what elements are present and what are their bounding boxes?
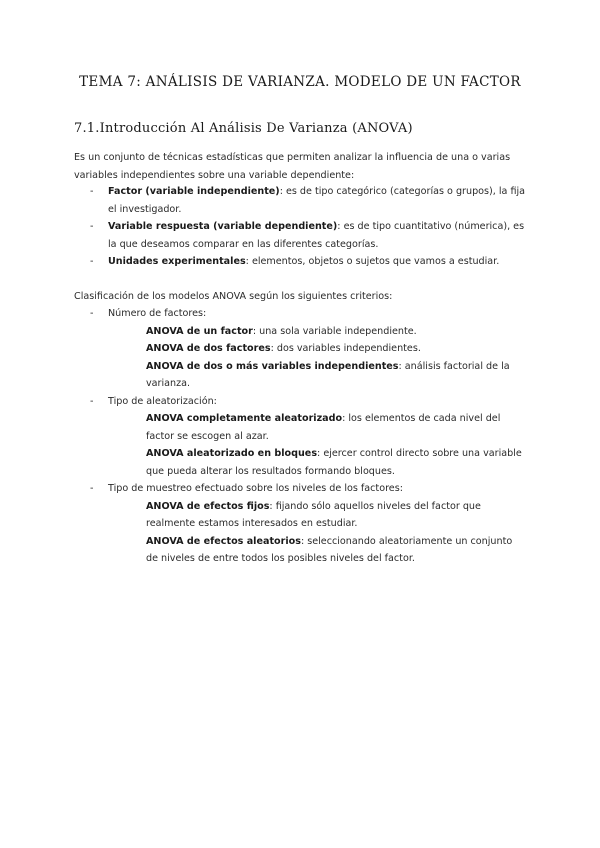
criterion-label: Número de factores:	[108, 308, 207, 319]
sub-item	[74, 410, 526, 445]
term-response-variable: Variable respuesta (variable dependiente)	[108, 221, 338, 232]
page-title: TEMA 7: ANÁLISIS DE VARIANZA. MODELO DE UN FACTOR	[79, 74, 521, 90]
term-experimental-units: Unidades experimentales	[108, 256, 246, 267]
criterion-label: Tipo de muestreo efectuado sobre los niveles de los factores:	[108, 483, 403, 494]
sub-item	[74, 358, 526, 393]
definition-text: : fijando sólo aquellos niveles del factor que realmente estamos interesados en estudiar.	[146, 500, 481, 529]
list-item	[74, 253, 526, 271]
definition-text: : es de tipo cuantitativo (númerica), es la que deseamos comparar en las diferentes categorías.	[108, 221, 525, 250]
bullet-dash: -	[90, 221, 94, 232]
intro-paragraph: Es un conjunto de técnicas estadísticas que permiten analizar la influencia de una o varias variables independientes sobre una variable dependiente:	[74, 152, 511, 181]
sub-item	[74, 340, 526, 358]
classification-intro: Clasificación de los modelos ANOVA según los siguientes criterios:	[74, 291, 393, 302]
term: ANOVA completamente aleatorizado	[146, 413, 343, 424]
sub-item	[74, 498, 526, 533]
term: ANOVA de dos factores	[146, 343, 271, 354]
term: ANOVA aleatorizado en bloques	[146, 448, 318, 459]
bullet-dash: -	[90, 256, 94, 267]
criterion-item	[74, 393, 526, 411]
definition-text: : análisis factorial de la varianza.	[146, 360, 510, 389]
term: ANOVA de un factor	[146, 325, 253, 337]
criterion-item	[74, 305, 526, 323]
list-item	[74, 218, 526, 253]
sub-item	[74, 445, 526, 480]
section-heading: 7.1.Introducción Al Análisis De Varianza (ANOVA)	[74, 121, 413, 136]
list-item	[74, 183, 526, 218]
definition-text: : seleccionando aleatoriamente un conjunto de niveles de entre todos los posibles niveles del factor.	[146, 535, 513, 564]
bullet-dash: -	[90, 483, 94, 494]
definition-list	[74, 183, 526, 271]
term: ANOVA de dos o más variables independientes	[146, 360, 399, 372]
criterion-label: Tipo de aleatorización:	[108, 395, 217, 407]
bullet-dash: -	[90, 395, 94, 407]
criteria-list	[74, 305, 526, 568]
definition-text: : una sola variable independiente.	[252, 325, 417, 337]
definition-text: : es de tipo categórico (categorías o grupos), la fija el investigador.	[108, 186, 526, 215]
term: ANOVA de efectos fijos	[146, 500, 270, 512]
definition-text: : los elementos de cada nivel del factor se escogen al azar.	[146, 413, 501, 442]
term-factor: Factor (variable independiente)	[108, 186, 280, 197]
criterion-item	[74, 480, 526, 498]
definition-text: : dos variables independientes.	[270, 343, 421, 354]
term: ANOVA de efectos aleatorios	[146, 535, 301, 547]
bullet-dash: -	[90, 308, 94, 319]
definition-text: : ejercer control directo sobre una variable que pueda alterar los resultados formando bloques.	[146, 448, 522, 477]
sub-item	[74, 533, 526, 568]
bullet-dash: -	[90, 186, 94, 197]
definition-text: : elementos, objetos o sujetos que vamos a estudiar.	[245, 256, 500, 267]
sub-item	[74, 323, 526, 341]
